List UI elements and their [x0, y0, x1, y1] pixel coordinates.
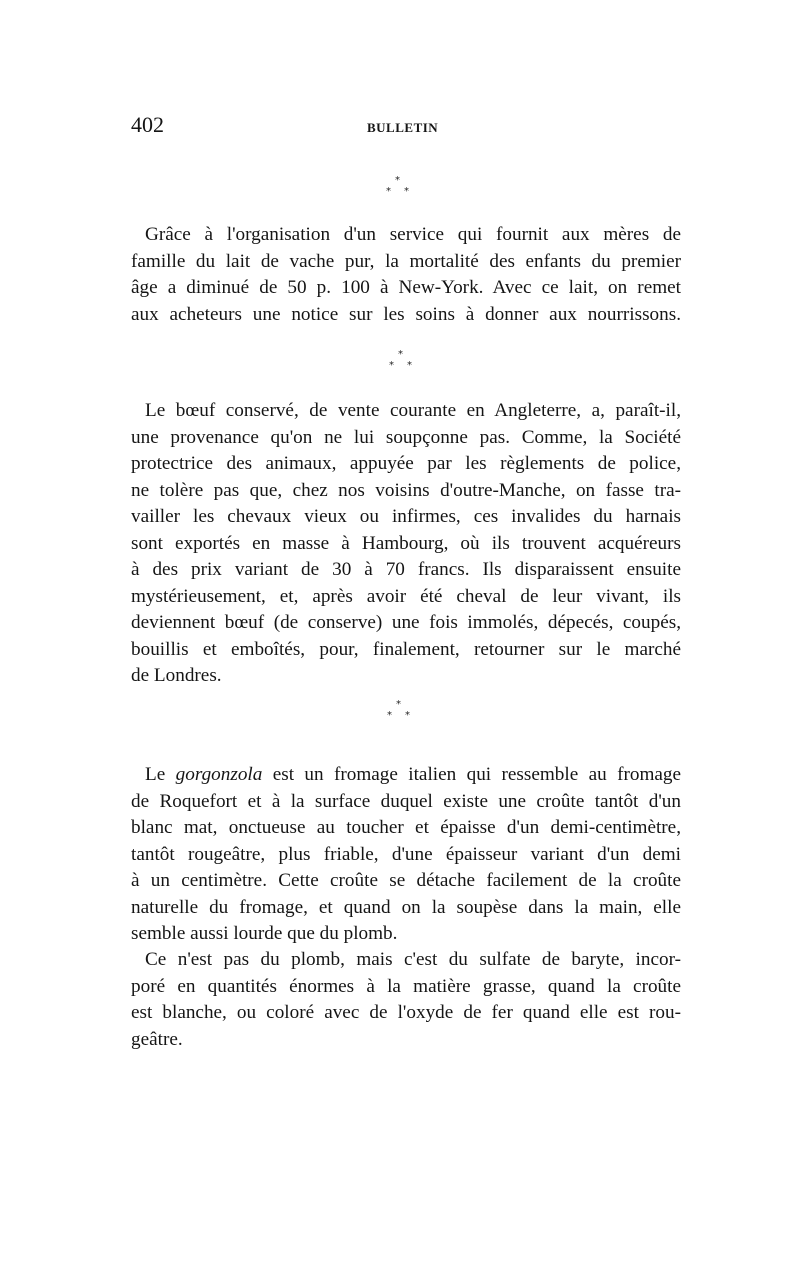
page-header	[131, 112, 681, 142]
text-line: deviennent bœuf (de conserve) une fois immolés, dépecés, coupés,	[131, 612, 681, 633]
asterism-star: *	[405, 710, 410, 721]
text-line: mystérieusement, et, après avoir été cheval de leur vivant, ils	[131, 585, 681, 607]
text-line: bouillis et emboîtés, pour, finalement, retourner sur le marché	[131, 638, 681, 660]
text-line: Le bœuf conservé, de vente courante en Angleterre, a, paraît-il,	[145, 400, 681, 421]
asterism-separator	[382, 176, 422, 206]
text-line: geâtre.	[131, 1028, 183, 1050]
text-run: Le	[145, 764, 176, 785]
text-line: aux acheteurs une notice sur les soins à donner aux nourrissons.	[131, 303, 681, 325]
asterism-star: *	[395, 175, 400, 186]
asterism-star: *	[389, 360, 394, 371]
text-line: à un centimètre. Cette croûte se détache facilement de la croûte	[131, 870, 681, 891]
text-line: protectrice des animaux, appuyée par les règlements de police,	[131, 453, 681, 474]
paragraph-1	[131, 222, 681, 328]
asterism-separator	[383, 700, 423, 730]
asterism-separator	[385, 350, 425, 380]
italic-term: gorgonzola	[175, 764, 263, 785]
text-run: est un fromage italien qui ressemble au fromage	[262, 764, 681, 785]
asterism-star: *	[386, 186, 391, 197]
asterism-star: *	[396, 699, 401, 710]
text-line: Ce n'est pas du plomb, mais c'est du sulfate de baryte, incor-	[145, 949, 681, 970]
text-line: est blanche, ou coloré avec de l'oxyde de fer quand elle est rou-	[131, 1002, 681, 1023]
running-title: BULLETIN	[367, 120, 439, 135]
page-number: 402	[131, 112, 164, 137]
text-line: ne tolère pas que, chez nos voisins d'outre-Manche, on fasse tra-	[131, 479, 681, 501]
text-line	[131, 762, 681, 789]
text-line: de Roquefort et à la surface duquel existe une croûte tantôt d'un	[131, 790, 681, 812]
text-line: poré en quantités énormes à la matière grasse, quand la croûte	[131, 975, 681, 997]
asterism-star: *	[398, 349, 403, 360]
text-line: famille du lait de vache pur, la mortalité des enfants du premier	[131, 250, 681, 272]
text-line: âge a diminué de 50 p. 100 à New-York. Avec ce lait, on remet	[131, 277, 681, 298]
text-line: tantôt rougeâtre, plus friable, d'une épaisseur variant d'un demi	[131, 843, 681, 865]
text-line: naturelle du fromage, et quand on la soupèse dans la main, elle	[131, 896, 681, 918]
paragraph-2	[131, 398, 681, 690]
text-line: Grâce à l'organisation d'un service qui fournit aux mères de	[145, 224, 681, 245]
asterism-star: *	[387, 710, 392, 721]
text-line: blanc mat, onctueuse au toucher et épaisse d'un demi-centimètre,	[131, 817, 681, 838]
paragraph-4	[131, 947, 681, 1053]
asterism-star: *	[407, 360, 412, 371]
text-line: sont exportés en masse à Hambourg, où ils trouvent acquéreurs	[131, 532, 681, 554]
text-line: de Londres.	[131, 665, 222, 686]
text-line: vailler les chevaux vieux ou infirmes, ces invalides du harnais	[131, 506, 681, 527]
asterism-star: *	[404, 186, 409, 197]
text-line: à des prix variant de 30 à 70 francs. Ils disparaissent ensuite	[131, 559, 681, 580]
text-line: semble aussi lourde que du plomb.	[131, 923, 398, 944]
paragraph-3	[131, 762, 681, 948]
text-line: une provenance qu'on ne lui soupçonne pas. Comme, la Société	[131, 426, 681, 448]
